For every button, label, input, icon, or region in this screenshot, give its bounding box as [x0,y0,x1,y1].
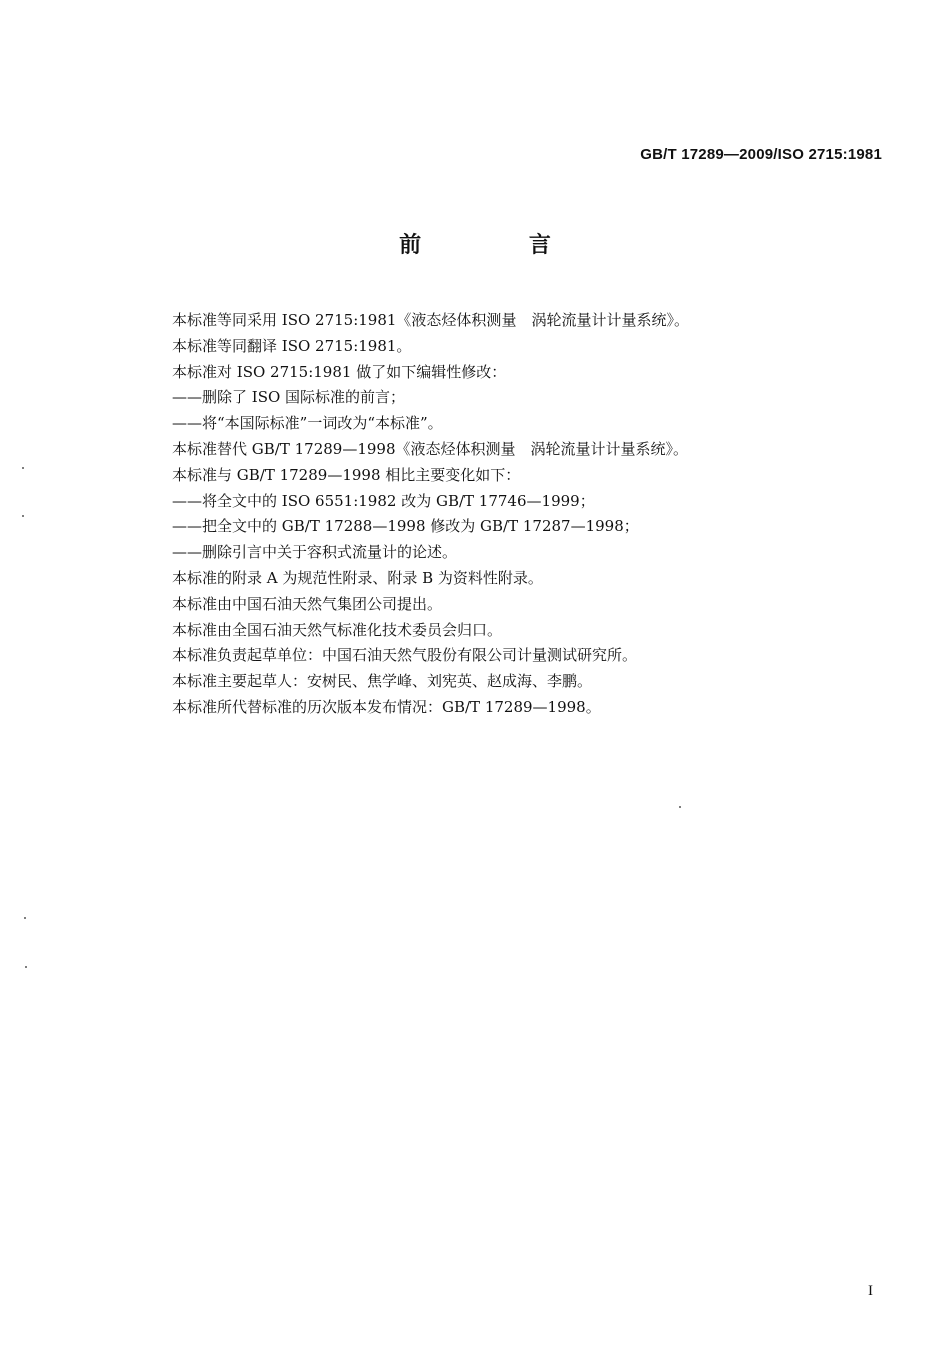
paragraph: 本标准等同采用 ISO 2715:1981《液态烃体积测量 涡轮流量计计量系统》。 [172,311,689,329]
paragraph: ——删除了 ISO 国际标准的前言； [172,388,406,407]
foreword-title: 前 言 [399,233,601,258]
paragraph: ——将全文中的 ISO 6551:1982 改为 GB/T 17746—1999； [172,491,595,510]
paragraph: 本标准由全国石油天然气标准化技术委员会归口。 [172,620,503,639]
standard-code-header: GB/T 17289—2009/ISO 2715:1981 [640,146,882,163]
paragraph: 本标准负责起草单位：中国石油天然气股份有限公司计量测试研究所。 [172,646,638,665]
scan-speck [24,917,26,919]
page-number: I [868,1283,873,1299]
paragraph: 本标准与 GB/T 17289—1998 相比主要变化如下： [172,465,521,484]
paragraph: 本标准替代 GB/T 17289—1998《液态烃体积测量 涡轮流量计计量系统》。 [172,439,688,458]
scan-speck [679,806,681,808]
paragraph: ——将“本国际标准”一词改为“本标准”。 [172,414,443,433]
paragraph: 本标准等同翻译 ISO 2715:1981。 [172,336,412,355]
paragraph: 本标准主要起草人：安树民、焦学峰、刘宪英、赵成海、李鹏。 [172,672,593,691]
foreword-body [172,308,892,721]
paragraph: ——删除引言中关于容积式流量计的论述。 [172,543,458,562]
paragraph: 本标准由中国石油天然气集团公司提出。 [172,594,443,613]
paragraph: 本标准的附录 A 为规范性附录、附录 B 为资料性附录。 [172,568,543,587]
scan-speck [25,966,27,968]
paragraph: ——把全文中的 GB/T 17288—1998 修改为 GB/T 17287—1998； [172,517,639,536]
scan-speck [22,515,24,517]
paragraph: 本标准所代替标准的历次版本发布情况：GB/T 17289—1998。 [172,697,601,716]
scan-speck [22,467,24,469]
paragraph: 本标准对 ISO 2715:1981 做了如下编辑性修改： [172,362,507,381]
